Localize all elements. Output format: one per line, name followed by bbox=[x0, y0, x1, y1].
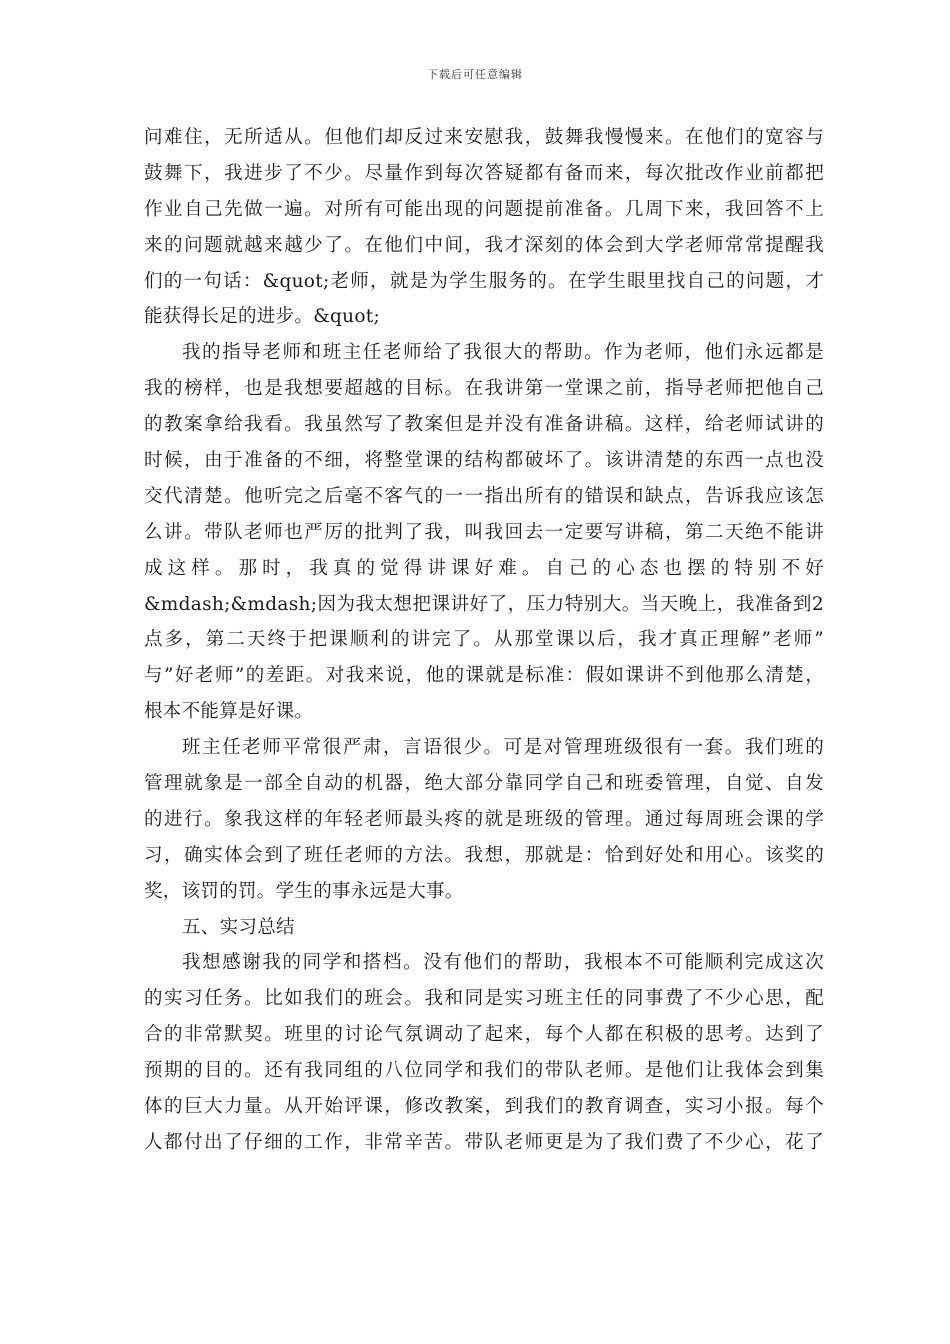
text-line: 我的榜样，也是我想要超越的目标。在我讲第一堂课之前，指导老师把他自己 bbox=[144, 378, 824, 400]
text-line: 的实习任务。比如我们的班会。我和同是实习班主任的同事费了不少心思，配 bbox=[144, 988, 824, 1010]
text-line: 奖，该罚的罚。学生的事永远是大事。 bbox=[144, 880, 464, 902]
text-line: 鼓舞下，我进步了不少。尽量作到每次答疑都有备而来，每次批改作业前都把 bbox=[144, 162, 824, 184]
paragraph-first-line: 班主任老师平常很严肃，言语很少。可是对管理班级很有一套。我们班的 bbox=[182, 737, 824, 759]
text-line: &mdash;&mdash;因为我太想把课讲好了，压力特别大。当天晚上，我准备到2 bbox=[144, 593, 824, 615]
text-line: 的进行。象我这样的年轻老师最头疼的就是班级的管理。通过每周班会课的学 bbox=[144, 808, 824, 830]
text-line: 问难住，无所适从。但他们却反过来安慰我，鼓舞我慢慢来。在他们的宽容与 bbox=[144, 127, 824, 148]
text-line: 习，确实体会到了班任老师的方法。我想，那就是：恰到好处和用心。该奖的 bbox=[144, 844, 824, 866]
text-line: 管理就象是一部全自动的机器，绝大部分靠同学自己和班委管理，自觉、自发 bbox=[144, 773, 824, 795]
text-line: 来的问题就越来越少了。在他们中间，我才深刻的体会到大学老师常常提醒我 bbox=[144, 234, 824, 256]
text-line: 人都付出了仔细的工作，非常辛苦。带队老师更是为了我们费了不少心，花了 bbox=[144, 1131, 824, 1153]
text-line: 们的一句话：&quot;老师，就是为学生服务的。在学生眼里找自己的问题，才 bbox=[144, 270, 824, 292]
text-line: 作业自己先做一遍。对所有可能出现的问题提前准备。几周下来，我回答不上 bbox=[144, 198, 824, 220]
text-line: 根本不能算是好课。 bbox=[144, 701, 314, 723]
text-line: 体的巨大力量。从开始评课，修改教案，到我们的教育调查，实习小报。每个 bbox=[144, 1096, 824, 1118]
text-line: 点多，第二天终于把课顺利的讲完了。从那堂课以后，我才真正理解”老师” bbox=[144, 629, 824, 651]
text-line: 时候，由于准备的不细，将整堂课的结构都破坏了。该讲清楚的东西一点也没 bbox=[144, 450, 824, 472]
section-heading: 五、实习总结 bbox=[182, 916, 295, 938]
text-line: 的教案拿给我看。我虽然写了教案但是并没有准备讲稿。这样，给老师试讲的 bbox=[144, 414, 824, 436]
paragraph-first-line: 我想感谢我的同学和搭档。没有他们的帮助，我根本不可能顺利完成这次 bbox=[182, 952, 824, 974]
text-line: 么讲。带队老师也严厉的批判了我，叫我回去一定要写讲稿，第二天绝不能讲 bbox=[144, 521, 824, 543]
text-line: 交代清楚。他听完之后毫不客气的一一指出所有的错误和缺点，告诉我应该怎 bbox=[144, 485, 824, 507]
document-body bbox=[144, 120, 824, 1161]
text-line: 成这样。那时，我真的觉得讲课好难。自己的心态也摆的特别不好 bbox=[144, 557, 824, 579]
text-line: 能获得长足的进步。&quot; bbox=[144, 306, 381, 328]
text-line: 与”好老师”的差距。对我来说，他的课就是标准：假如课讲不到他那么清楚， bbox=[144, 665, 824, 687]
text-line: 预期的目的。还有我同组的八位同学和我们的带队老师。是他们让我体会到集 bbox=[144, 1060, 824, 1082]
page-header: 下载后可任意编辑 bbox=[427, 68, 523, 81]
text-line: 合的非常默契。班里的讨论气氛调动了起来，每个人都在积极的思考。达到了 bbox=[144, 1024, 824, 1046]
paragraph-first-line: 我的指导老师和班主任老师给了我很大的帮助。作为老师，他们永远都是 bbox=[182, 342, 824, 364]
